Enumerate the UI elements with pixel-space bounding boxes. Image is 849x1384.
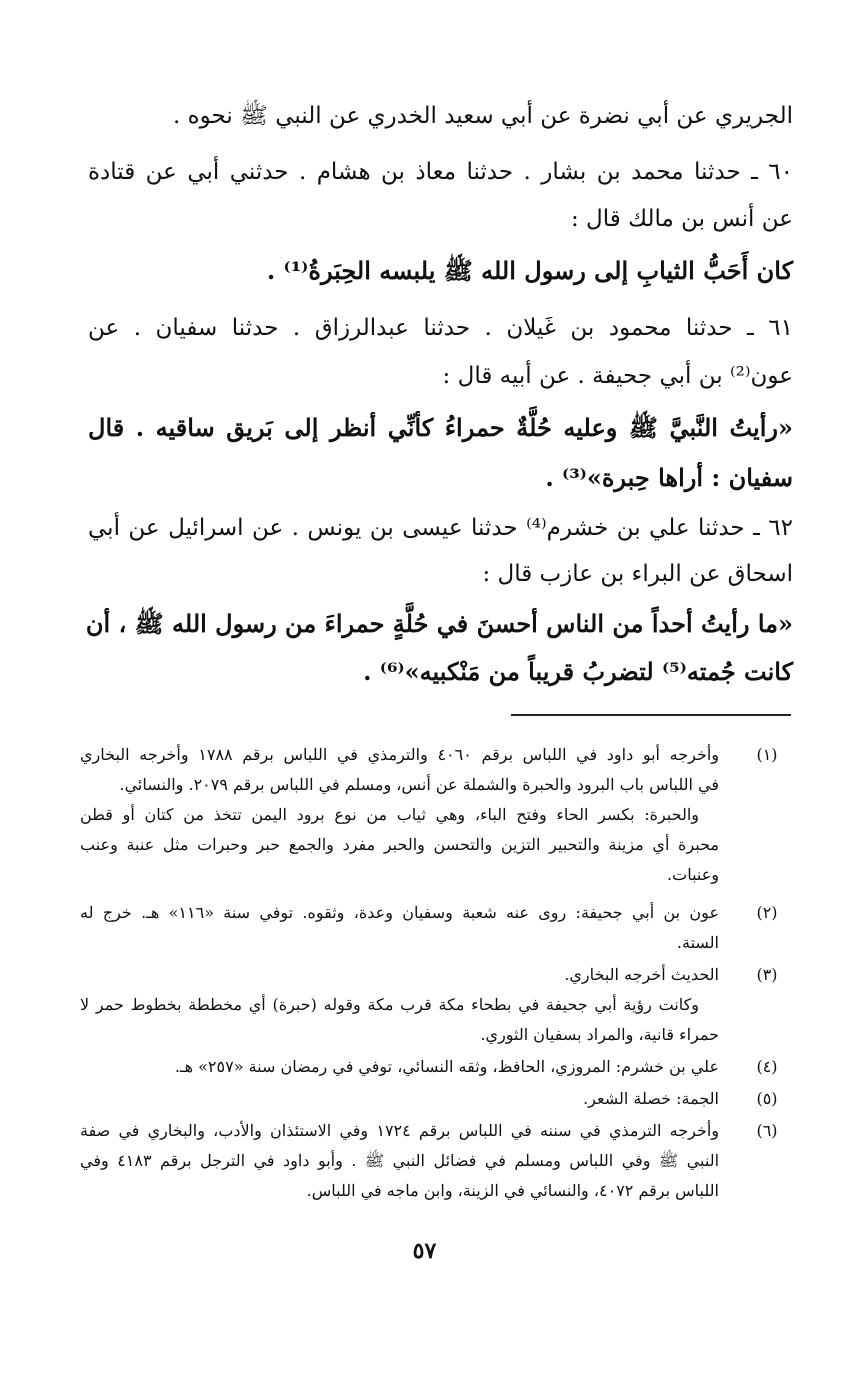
footnote-line: عون بن أبي جحيفة: روى عنه شعبة وسفيان وعدة، وثقوه. توفي سنة «١١٦» هـ. خرج له xyxy=(80,903,719,922)
footnote-line: وكانت رؤية أبي جحيفة في بطحاء مكة قرب مكة وقوله (حبرة) أي مخططة بخطوط حمر لا xyxy=(80,995,700,1014)
footnote-number: (١) xyxy=(756,745,778,764)
footnote-line: الحديث أخرجه البخاري. xyxy=(564,965,719,984)
hadith-61-text: سفيان : أراها حِبرة»⁽³⁾ . xyxy=(545,463,793,492)
text-line: الجريري عن أبي نضرة عن أبي سعيد الخدري عن النبي ﷺ نحوه . xyxy=(172,103,793,129)
footnote-number: (٦) xyxy=(756,1121,778,1140)
footnote-line: حمراء قانية، والمراد بسفيان الثوري. xyxy=(480,1025,719,1044)
footnote-line: وأخرجه الترمذي في سننه في اللباس برقم ١٧٢٤ وفي الاستئذان والأدب، والبخاري في صفة xyxy=(80,1121,720,1140)
text-line: عون⁽²⁾ بن أبي جحيفة . عن أبيه قال : xyxy=(442,363,793,389)
footnote-body xyxy=(80,1116,719,1206)
footnote-2 xyxy=(80,898,789,958)
page-number: ٥٧ xyxy=(412,1238,437,1264)
hadith-60-text: كان أَحَبُّ الثيابِ إلى رسول الله ﷺ يلبسه الحِبَرةُ⁽¹⁾ . xyxy=(266,256,793,285)
hadith-60-heading: ٦٠ ـ حدثنا محمد بن بشار . حدثنا معاذ بن هشام . حدثني أبي عن قتادة xyxy=(88,159,793,185)
footnote-number: (٥) xyxy=(756,1089,778,1108)
footnote-line: النبي ﷺ وفي اللباس ومسلم في فضائل النبي ﷺ . وأبو داود في الترجل برقم ٤١٨٣ وفي xyxy=(80,1151,720,1170)
footnote-line: اللباس برقم ٤٠٧٢، والنسائي في الزينة، وابن ماجه في اللباس. xyxy=(306,1181,719,1200)
footnote-number: (٢) xyxy=(756,903,778,922)
hadith-61-text: «رأيتُ النَّبيَّ ﷺ وعليه حُلَّةٌ حمراءُ كأنِّي أنظر إلى بَريق ساقيه . قال xyxy=(88,413,793,442)
hadith-62-heading: ٦٢ ـ حدثنا علي بن خشرم⁽⁴⁾ حدثنا عيسى بن يونس . عن اسرائيل عن أبي xyxy=(88,515,793,541)
footnote-4 xyxy=(80,1052,789,1082)
footnote-number: (٣) xyxy=(756,965,778,984)
footnote-body xyxy=(80,740,719,890)
footnote-6 xyxy=(80,1116,789,1206)
footnote-line: وأخرجه أبو داود في اللباس برقم ٤٠٦٠ والترمذي في اللباس برقم ١٧٨٨ وأخرجه البخاري xyxy=(80,745,720,764)
footnote-line: الجمة: خصلة الشعر. xyxy=(583,1089,719,1108)
text-line: اسحاق عن البراء بن عازب قال : xyxy=(482,561,793,587)
footnote-body xyxy=(80,898,719,958)
footnote-line: علي بن خشرم: المروزي، الحافظ، وثقه النسائي، توفي في رمضان سنة «٢٥٧» هـ. xyxy=(174,1057,719,1076)
footnote-separator xyxy=(511,714,791,716)
footnote-line: والحبرة: بكسر الحاء وفتح الباء، وهي ثياب من نوع برود اليمن تتخذ من كتان أو قطن xyxy=(80,805,699,824)
hadith-61-heading: ٦١ ـ حدثنا محمود بن غَيلان . حدثنا عبدالرزاق . حدثنا سفيان . عن xyxy=(88,315,793,341)
hadith-62-text: كانت جُمته⁽⁵⁾ لتضربُ قريباً من مَنْكبيه»⁽⁶⁾ . xyxy=(363,657,793,686)
footnote-5 xyxy=(80,1084,789,1114)
footnote-line: وعنبات. xyxy=(667,865,719,884)
footnote-line: الستة. xyxy=(676,933,719,952)
footnote-body xyxy=(80,960,719,1050)
hadith-62-text: «ما رأيتُ أحداً من الناس أحسنَ في حُلَّةٍ حمراءَ من رسول الله ﷺ ، أن xyxy=(85,609,793,638)
footnote-line: في اللباس باب البرود والحبرة والشملة عن أنس، ومسلم في اللباس برقم ٢٠٧٩. والنسائي. xyxy=(119,775,719,794)
footnote-3 xyxy=(80,960,789,1050)
footnote-body xyxy=(80,1084,719,1114)
text-line: عن أنس بن مالك قال : xyxy=(571,206,793,232)
footnote-body xyxy=(80,1052,719,1082)
footnote-line: محبرة أي مزينة والتحبير التزين والتحسن والحبر مفرد والجمع حبر وحبرات مثل عنبة وعنب xyxy=(80,835,719,854)
footnote-number: (٤) xyxy=(756,1057,778,1076)
footnote-1 xyxy=(80,740,789,890)
